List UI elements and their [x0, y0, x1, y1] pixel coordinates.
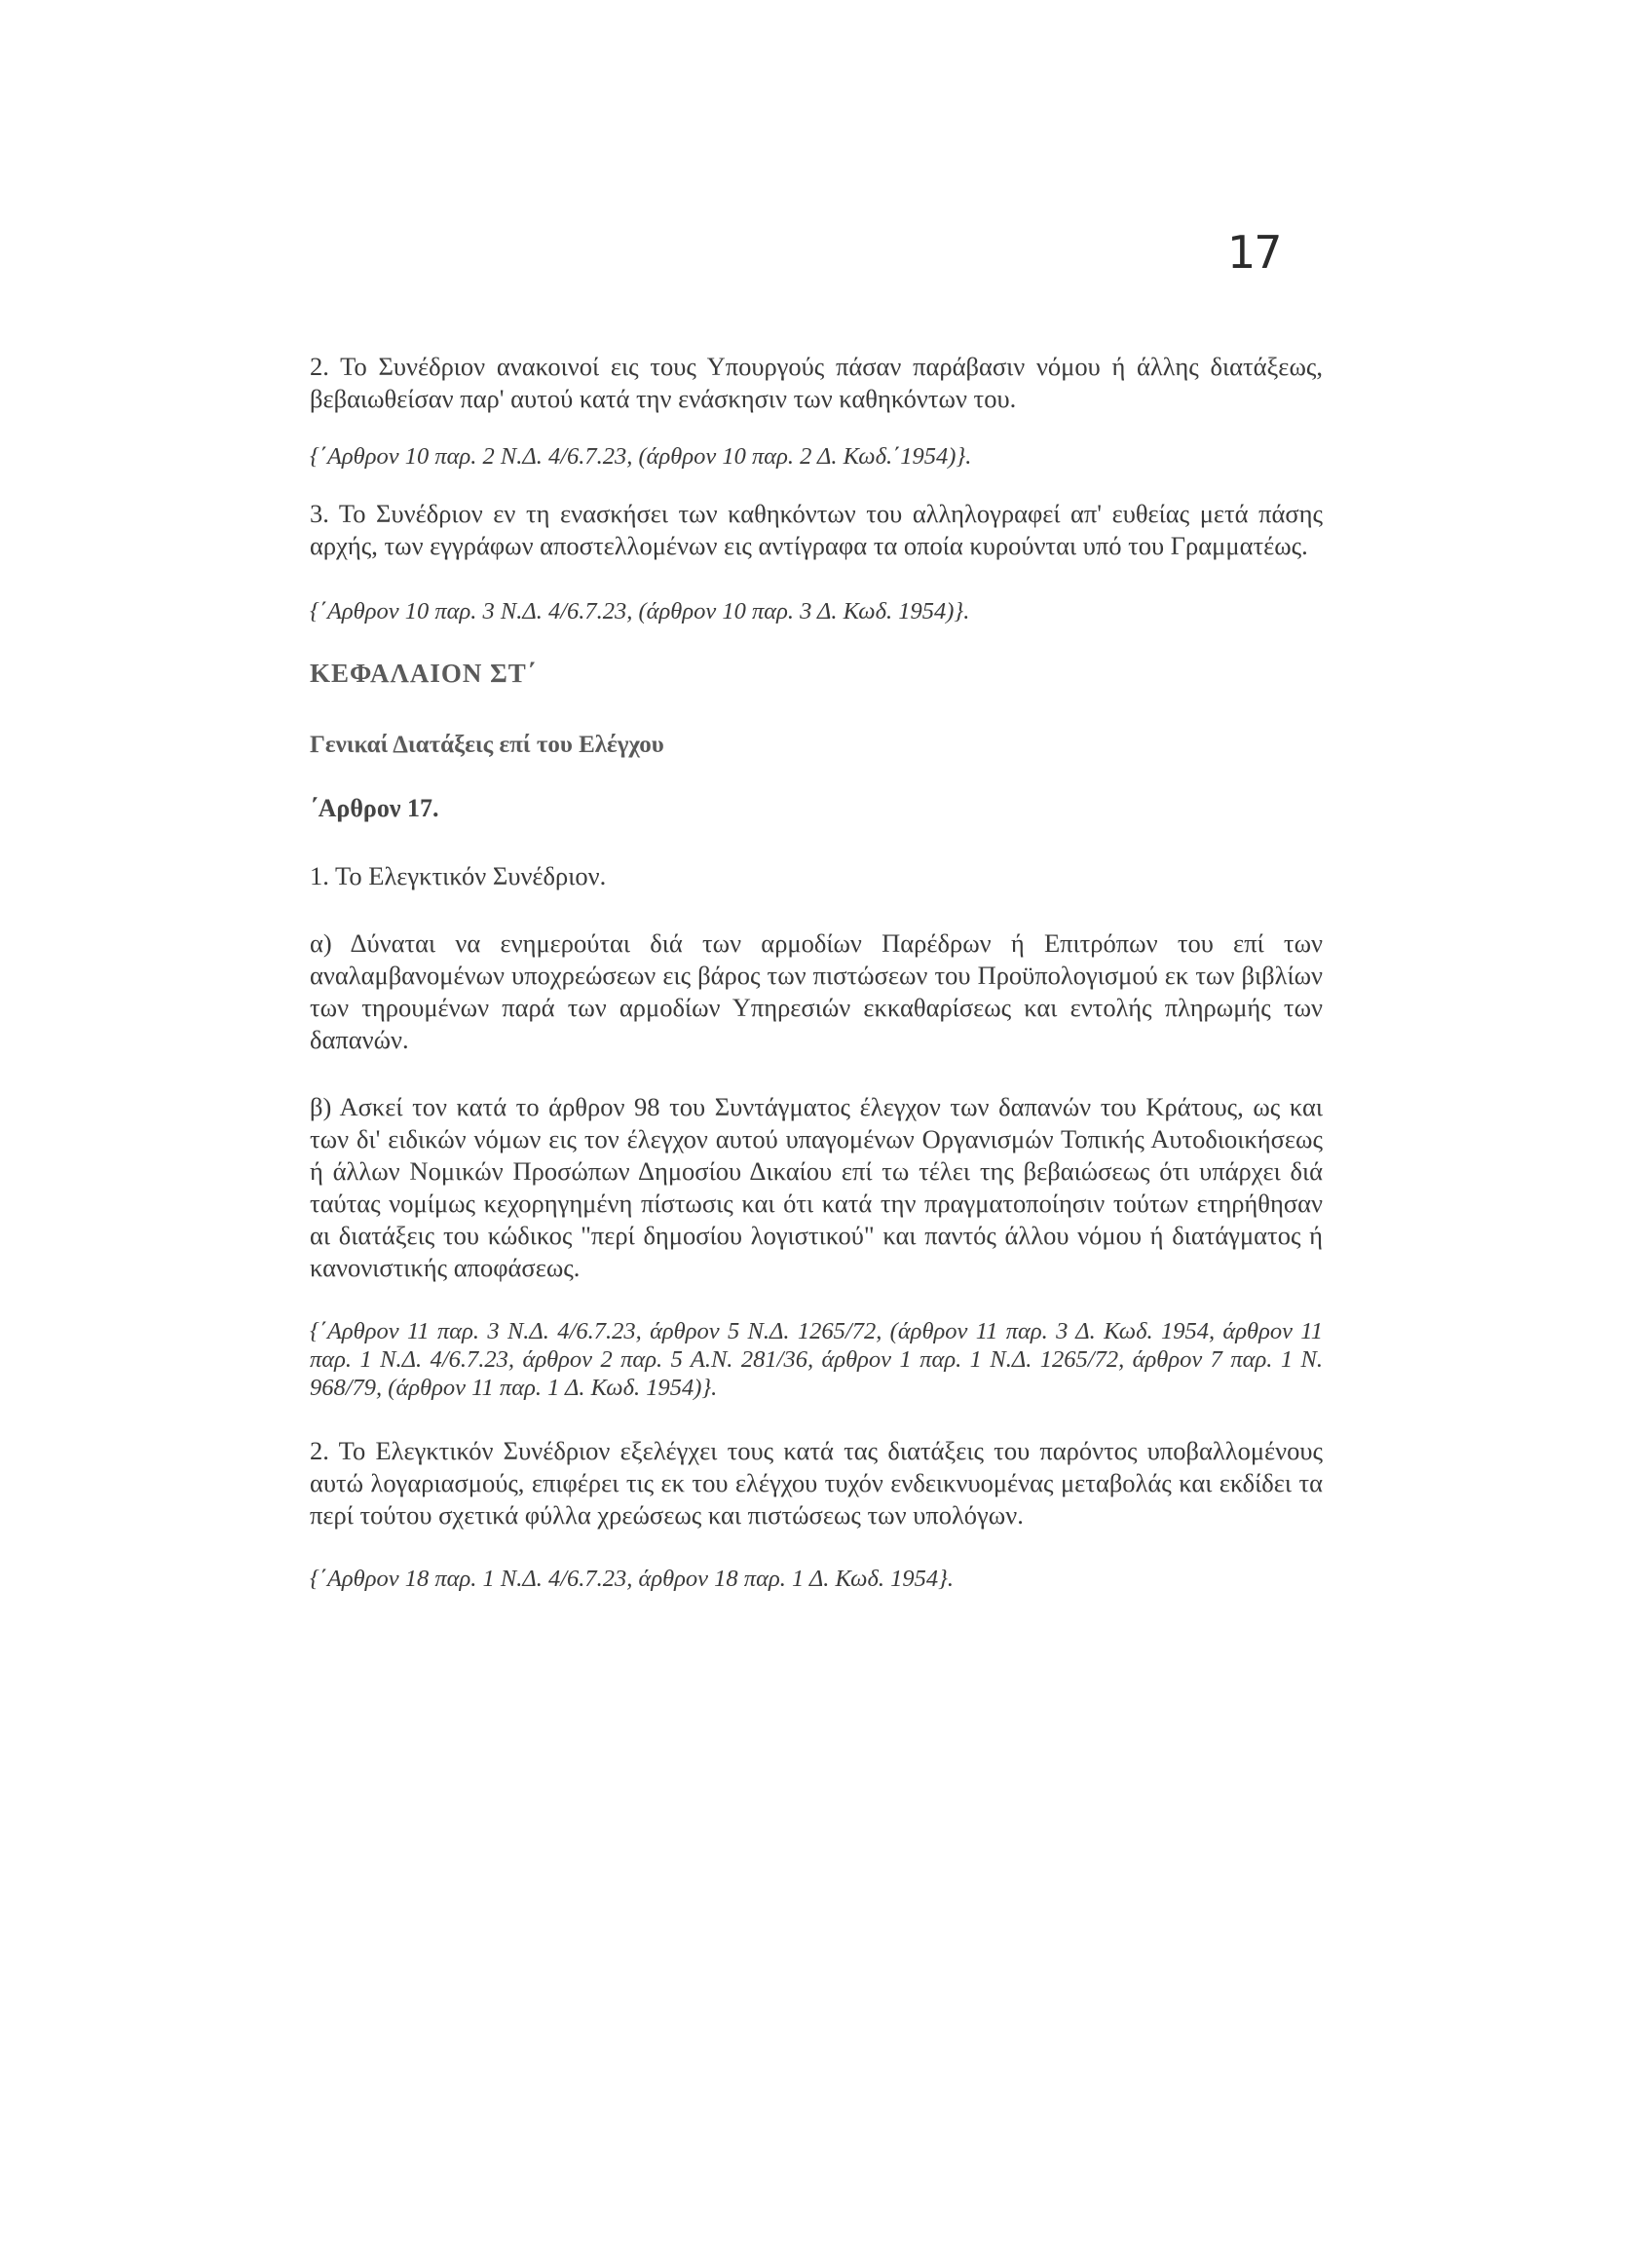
document-body: [310, 351, 1323, 1593]
paragraph-1a: α) Δύναται να ενημερούται διά των αρμοδίων Παρέδρων ή Επιτρόπων του επί των αναλαμβανομένων υποχρεώσεων εις βάρος των πιστώσεων του Προϋπολογισμού εκ των βιβλίων των τηρουμένων παρά των αρμοδίων Υπηρεσιών εκκαθαρίσεως και εντολής πληρωμής των δαπανών.: [310, 928, 1323, 1054]
reference-2: {΄Αρθρον 10 παρ. 3 Ν.Δ. 4/6.7.23, (άρθρον 10 παρ. 3 Δ. Κωδ. 1954)}.: [310, 598, 970, 624]
page-number: 17: [1227, 226, 1281, 279]
chapter-heading: ΚΕΦΑΛΑΙΟΝ ΣΤ΄: [310, 659, 537, 688]
paragraph-2: 2. Το Συνέδριον ανακοινοί εις τους Υπουργούς πάσαν παράβασιν νόμου ή άλλης διατάξεως, βεβαιωθείσαν παρ' αυτού κατά την ενάσκησιν των καθηκόντων του.: [310, 352, 1323, 413]
paragraph-3: 3. Το Συνέδριον εν τη ενασκήσει των καθηκόντων του αλληλογραφεί απ' ευθείας μετά πάσης αρχής, των εγγράφων αποστελλομένων εις αντίγραφα τα οποία κυρούνται υπό του Γραμματέως.: [310, 499, 1323, 560]
reference-1: {΄Αρθρον 10 παρ. 2 Ν.Δ. 4/6.7.23, (άρθρον 10 παρ. 2 Δ. Κωδ.΄1954)}.: [310, 443, 972, 470]
reference-4: {΄Αρθρον 18 παρ. 1 Ν.Δ. 4/6.7.23, άρθρον 18 παρ. 1 Δ. Κωδ. 1954}.: [310, 1566, 955, 1592]
paragraph-1b: β) Ασκεί τον κατά το άρθρον 98 του Συντάγματος έλεγχον των δαπανών του Κράτους, ως και των δι' ειδικών νόμων εις τον έλεγχον αυτού υπαγομένων Οργανισμών Τοπικής Αυτοδιοικήσεως ή άλλων Νομικών Προσώπων Δημοσίου Δικαίου επί τω τέλει της βεβαιώσεως ότι υπάρχει διά ταύτας νομίμως κεχορηγημένη πίστωσις και ότι κατά την πραγματοποίησιν τούτων ετηρήθησαν αι διατάξεις του κώδικος "περί δημοσίου λογιστικού" και παντός άλλου νόμου ή διατάγματος ή κανονιστικής αποφάσεως.: [310, 1092, 1323, 1282]
section-subheading: Γενικαί Διατάξεις επί του Ελέγχου: [310, 732, 664, 758]
reference-3: {΄Αρθρον 11 παρ. 3 Ν.Δ. 4/6.7.23, άρθρον 5 Ν.Δ. 1265/72, (άρθρον 11 παρ. 3 Δ. Κωδ. 1954, άρθρον 11 παρ. 1 Ν.Δ. 4/6.7.23, άρθρον 2 παρ. 5 Α.Ν. 281/36, άρθρον 1 παρ. 1 Ν.Δ. 1265/72, άρθρον 7 παρ. 1 Ν. 968/79, (άρθρον 11 παρ. 1 Δ. Κωδ. 1954)}.: [310, 1318, 1323, 1401]
paragraph-1: 1. Το Ελεγκτικόν Συνέδριον.: [310, 861, 607, 890]
paragraph-2-article: 2. Το Ελεγκτικόν Συνέδριον εξελέγχει τους κατά τας διατάξεις του παρόντος υποβαλλομένους αυτώ λογαριασμούς, επιφέρει τις εκ του ελέγχου τυχόν ενδεικνυομένας μεταβολάς και εκδίδει τα περί τούτου σχετικά φύλλα χρεώσεως και πιστώσεως των υπολόγων.: [310, 1436, 1323, 1530]
article-heading: ΄Αρθρον 17.: [310, 794, 439, 822]
